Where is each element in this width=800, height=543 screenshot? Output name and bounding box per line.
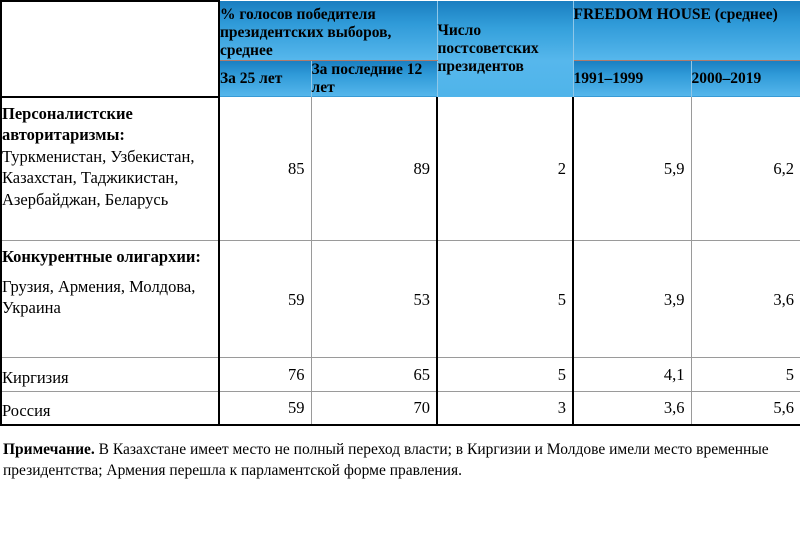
header-col-number-of-presidents: Число постсоветских президентов bbox=[437, 1, 573, 97]
table-note bbox=[3, 440, 793, 482]
row-label-rest: Россия bbox=[2, 400, 51, 420]
row-label-bold: Конкурентные олигархии: bbox=[2, 247, 201, 267]
header-row-groups bbox=[1, 1, 800, 60]
cell-fh-2000-2019: 6,2 bbox=[691, 97, 800, 241]
cell-presidents: 2 bbox=[437, 97, 573, 241]
cell-presidents: 5 bbox=[437, 358, 573, 392]
row-label-cell bbox=[1, 392, 219, 425]
table-row bbox=[1, 97, 800, 241]
cell-fh-1991-1999: 5,9 bbox=[573, 97, 691, 241]
header-corner-cell-lower bbox=[1, 60, 219, 96]
header-sub-votes-25-years: За 25 лет bbox=[219, 60, 311, 96]
note-text: В Казахстане имеет место не полный переход власти; в Киргизии и Молдове имели место временные президентства; Армения перешла к парламентской форме правления. bbox=[3, 440, 769, 479]
cell-fh-1991-1999: 3,6 bbox=[573, 392, 691, 425]
cell-presidents: 3 bbox=[437, 392, 573, 425]
row-label-rest: Грузия, Армения, Молдова, Украина bbox=[2, 276, 196, 318]
row-label-cell bbox=[1, 358, 219, 392]
cell-votes-25: 59 bbox=[219, 241, 311, 358]
cell-votes-12: 70 bbox=[311, 392, 437, 425]
cell-votes-12: 89 bbox=[311, 97, 437, 241]
header-group-votes: % голосов победителя президентских выборов, среднее bbox=[219, 1, 437, 60]
cell-votes-25: 59 bbox=[219, 392, 311, 425]
row-label-rest: Туркменистан, Узбекистан, Казахстан, Таджикистан, Азербайджан, Беларусь bbox=[2, 146, 195, 209]
cell-fh-1991-1999: 3,9 bbox=[573, 241, 691, 358]
row-label-cell bbox=[1, 241, 219, 358]
cell-votes-25: 85 bbox=[219, 97, 311, 241]
header-sub-fh-1991-1999: 1991–1999 bbox=[573, 60, 691, 96]
row-label-cell bbox=[1, 97, 219, 241]
table-header bbox=[1, 1, 800, 97]
cell-fh-2000-2019: 5 bbox=[691, 358, 800, 392]
row-label-gap bbox=[2, 268, 218, 276]
header-group-freedom-house: FREEDOM HOUSE (среднее) bbox=[573, 1, 800, 60]
cell-fh-2000-2019: 5,6 bbox=[691, 392, 800, 425]
row-label-bold: Персоналистские авторитаризмы: bbox=[2, 103, 133, 145]
cell-votes-25: 76 bbox=[219, 358, 311, 392]
header-corner-cell bbox=[1, 1, 219, 60]
header-sub-fh-2000-2019: 2000–2019 bbox=[691, 60, 800, 96]
row-label-rest: Киргизия bbox=[2, 367, 69, 387]
table-row bbox=[1, 241, 800, 358]
header-sub-votes-last-12-years: За последние 12 лет bbox=[311, 60, 437, 96]
note-prefix: Примечание. bbox=[3, 440, 95, 458]
cell-votes-12: 53 bbox=[311, 241, 437, 358]
cell-presidents: 5 bbox=[437, 241, 573, 358]
cell-fh-2000-2019: 3,6 bbox=[691, 241, 800, 358]
cell-votes-12: 65 bbox=[311, 358, 437, 392]
table-row bbox=[1, 392, 800, 425]
cell-fh-1991-1999: 4,1 bbox=[573, 358, 691, 392]
table-body bbox=[1, 97, 800, 425]
header-row-subcolumns bbox=[1, 60, 800, 96]
table-row bbox=[1, 358, 800, 392]
